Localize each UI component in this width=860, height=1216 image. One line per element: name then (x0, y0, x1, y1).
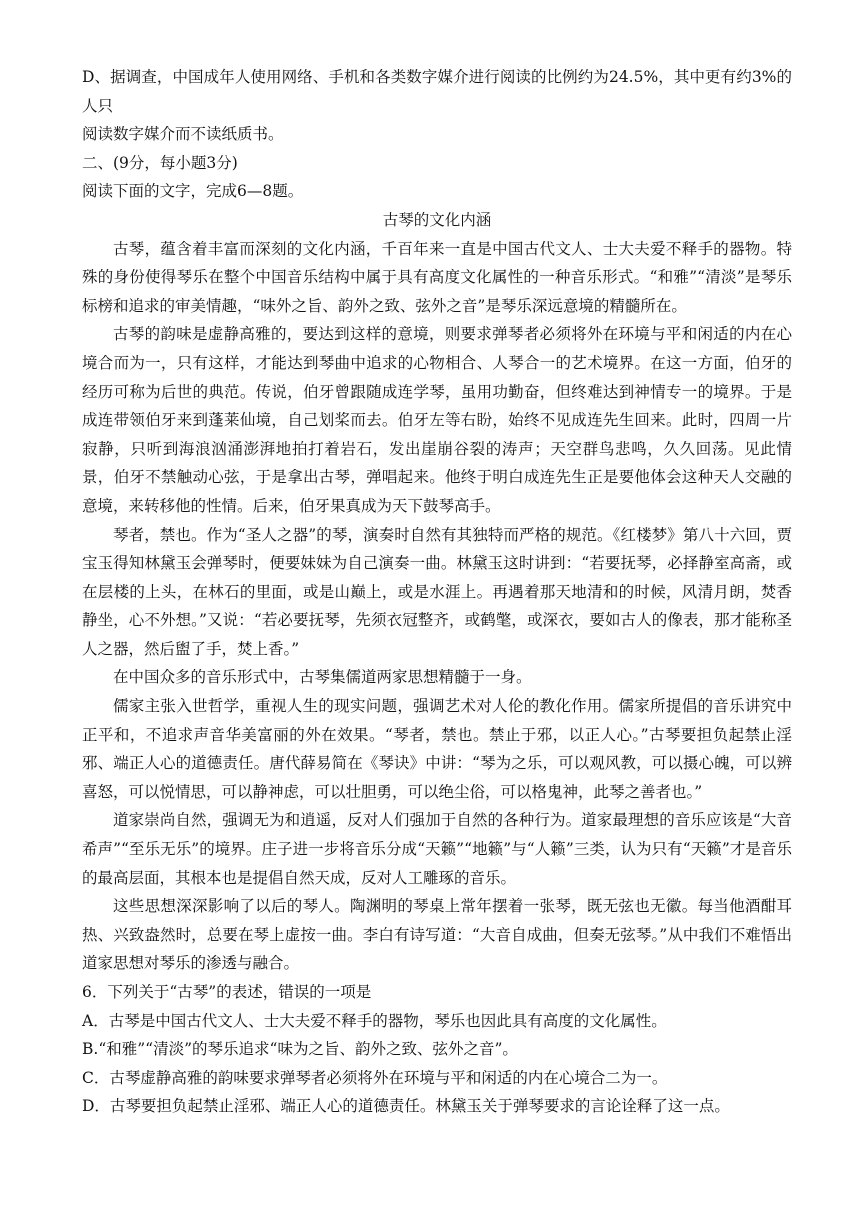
article-paragraph-7: 这些思想深深影响了以后的琴人。陶渊明的琴桌上常年摆着一张琴，既无弦也无徽。每当他酒酣耳热、兴致盎然时，总要在琴上虚按一曲。李白有诗写道：“大音自成曲，但奏无弦琴。”从中我们不难悟出道家思想对琴乐的渗透与融合。 (82, 897, 792, 973)
section-heading: 二、(9分，每小题3分) (82, 153, 238, 172)
article-paragraph-1: 古琴，蕴含着丰富而深刻的文化内涵，千百年来一直是中国古代文人、士大夫爱不释手的器物。特殊的身份使得琴乐在整个中国音乐结构中属于具有高度文化属性的一种音乐形式。“和雅”“清淡”是琴乐标榜和追求的审美情趣，“味外之旨、韵外之致、弦外之音”是琴乐深远意境的精髓所在。 (82, 239, 792, 315)
prev-option-d-line-1: D、据调查，中国成年人使用网络、手机和各类数字媒介进行阅读的比例约为24.5%，其中更有约3%的人只 (82, 68, 792, 115)
article-paragraph-4: 在中国众多的音乐形式中，古琴集儒道两家思想精髓于一身。 (113, 668, 532, 687)
article-title: 古琴的文化内涵 (382, 210, 492, 229)
article-paragraph-2: 古琴的韵味是虚静高雅的，要达到这样的意境，则要求弹琴者必须将外在环境与平和闲适的内在心境合而为一，只有这样，才能达到琴曲中追求的心物相合、人琴合一的艺术境界。在这一方面，伯牙的经历可称为后世的典范。传说，伯牙曾跟随成连学琴，虽用功勤奋，但终难达到神情专一的境界。于是成连带领伯牙来到蓬莱仙境，自己划桨而去。伯牙左等右盼，始终不见成连先生回来。此时，四周一片寂静，只听到海浪汹涌澎湃地拍打着岩石，发出崖崩谷裂的涛声；天空群鸟悲鸣，久久回荡。见此情景，伯牙不禁触动心弦，于是拿出古琴，弹唱起来。他终于明白成连先生正是要他体会这种天人交融的意境，来转移他的性情。后来，伯牙果真成为天下鼓琴高手。 (82, 325, 792, 515)
article-paragraph-6: 道家崇尚自然，强调无为和逍遥，反对人们强加于自然的各种行为。道家最理想的音乐应该是“大音希声”“至乐无乐”的境界。庄子进一步将音乐分成“天籁”“地籁”与“人籁”三类，认为只有“天籁”才是音乐的最高层面，其根本也是提倡自然天成，反对人工雕琢的音乐。 (82, 811, 792, 887)
prev-option-d-line-2: 阅读数字媒介而不读纸质书。 (82, 125, 284, 144)
article-paragraph-5: 儒家主张入世哲学，重视人生的现实问题，强调艺术对人伦的教化作用。儒家所提倡的音乐讲究中正平和，不追求声音华美富丽的外在效果。“琴者，禁也。禁止于邪，以正人心。”古琴要担负起禁止淫邪、端正人心的道德责任。唐代薛易简在《琴诀》中讲：“琴为之乐，可以观风教，可以摄心魄，可以辨喜怒，可以悦情思，可以静神虑，可以壮胆勇，可以绝尘俗，可以格鬼神，此琴之善者也。” (82, 697, 792, 801)
option-d: D．古琴要担负起禁止淫邪、端正人心的道德责任。林黛玉关于弹琴要求的言论诠释了这一点。 (82, 1097, 730, 1116)
reading-instruction: 阅读下面的文字，完成6—8题。 (82, 182, 304, 201)
article-paragraph-3: 琴者，禁也。作为“圣人之器”的琴，演奏时自然有其独特而严格的规范。《红楼梦》第八十六回，贾宝玉得知林黛玉会弹琴时，便要妹妹为自己演奏一曲。林黛玉这时讲到：“若要抚琴，必择静室高斋，或在层楼的上头，在林石的里面，或是山巅上，或是水涯上。再遇着那天地清和的时候，风清月朗，焚香静坐，心不外想。”又说：“若必要抚琴，先须衣冠整齐，或鹤氅，或深衣，要如古人的像表，那才能称圣人之器，然后盥了手，焚上香。” (82, 525, 792, 658)
question-stem: 6．下列关于“古琴”的表述，错误的一项是 (82, 983, 372, 1001)
option-a: A．古琴是中国古代文人、士大夫爱不释手的器物，琴乐也因此具有高度的文化属性。 (82, 1011, 667, 1030)
option-b: B.“和雅”“清淡”的琴乐追求“味为之旨、韵外之致、弦外之音”。 (82, 1040, 518, 1059)
option-c: C．古琴虚静高雅的韵味要求弹琴者必须将外在环境与平和闲适的内在心境合二为一。 (82, 1068, 668, 1087)
document-page (82, 63, 792, 1121)
